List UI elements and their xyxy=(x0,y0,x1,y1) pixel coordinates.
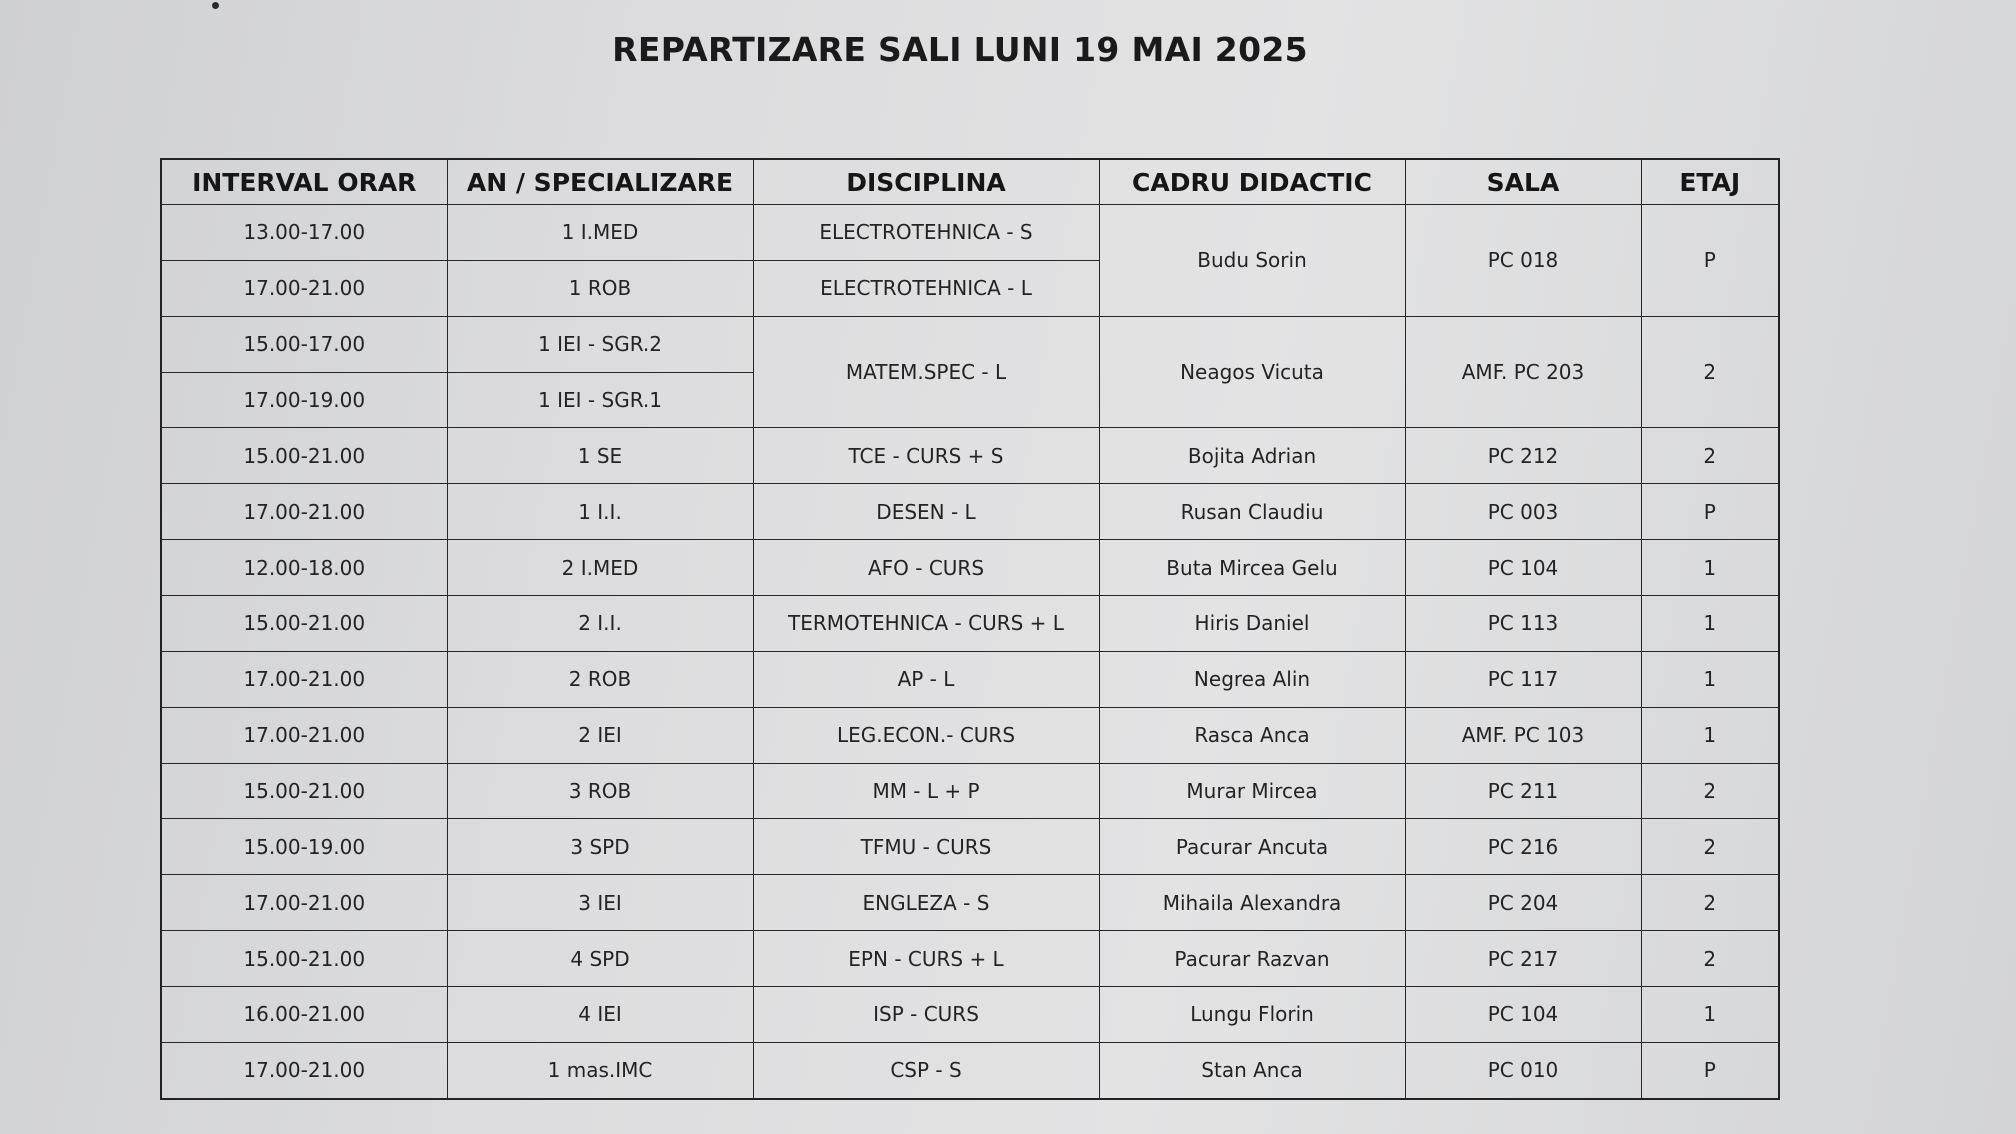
cell-specializare: 1 mas.IMC xyxy=(447,1042,753,1099)
cell-specializare: 1 I.I. xyxy=(447,484,753,540)
cell-interval: 15.00-21.00 xyxy=(161,763,447,819)
table-row xyxy=(161,316,1779,372)
cell-cadru-didactic: Stan Anca xyxy=(1099,1042,1405,1099)
cell-cadru-didactic: Buta Mircea Gelu xyxy=(1099,540,1405,596)
table-row xyxy=(161,875,1779,931)
cell-sala: PC 010 xyxy=(1405,1042,1641,1099)
cell-sala: PC 211 xyxy=(1405,763,1641,819)
table-row xyxy=(161,931,1779,987)
cell-disciplina: ELECTROTEHNICA - S xyxy=(753,205,1099,261)
cell-interval: 17.00-21.00 xyxy=(161,260,447,316)
cell-sala: PC 217 xyxy=(1405,931,1641,987)
header-an-specializare: AN / SPECIALIZARE xyxy=(447,159,753,205)
cell-specializare: 3 SPD xyxy=(447,819,753,875)
header-etaj: ETAJ xyxy=(1641,159,1779,205)
cell-disciplina: ELECTROTEHNICA - L xyxy=(753,260,1099,316)
cell-interval: 17.00-21.00 xyxy=(161,484,447,540)
cell-disciplina: DESEN - L xyxy=(753,484,1099,540)
table-row xyxy=(161,763,1779,819)
cell-etaj: 2 xyxy=(1641,763,1779,819)
cell-cadru-didactic: Neagos Vicuta xyxy=(1099,316,1405,428)
cell-etaj: 2 xyxy=(1641,931,1779,987)
cell-interval: 15.00-21.00 xyxy=(161,596,447,652)
cell-etaj: 2 xyxy=(1641,316,1779,428)
cell-specializare: 2 ROB xyxy=(447,651,753,707)
cell-cadru-didactic: Rasca Anca xyxy=(1099,707,1405,763)
cell-cadru-didactic: Hiris Daniel xyxy=(1099,596,1405,652)
cell-etaj: 1 xyxy=(1641,707,1779,763)
cell-sala: PC 104 xyxy=(1405,987,1641,1043)
cell-etaj: 2 xyxy=(1641,819,1779,875)
cell-specializare: 1 ROB xyxy=(447,260,753,316)
header-sala: SALA xyxy=(1405,159,1641,205)
cell-specializare: 3 ROB xyxy=(447,763,753,819)
table-row xyxy=(161,428,1779,484)
cell-sala: PC 216 xyxy=(1405,819,1641,875)
cell-cadru-didactic: Pacurar Razvan xyxy=(1099,931,1405,987)
cell-interval: 15.00-19.00 xyxy=(161,819,447,875)
cell-interval: 15.00-21.00 xyxy=(161,428,447,484)
cell-sala: AMF. PC 203 xyxy=(1405,316,1641,428)
cell-etaj: 2 xyxy=(1641,428,1779,484)
cell-etaj: P xyxy=(1641,1042,1779,1099)
cell-interval: 17.00-19.00 xyxy=(161,372,447,428)
header-interval-orar: INTERVAL ORAR xyxy=(161,159,447,205)
cell-sala: PC 003 xyxy=(1405,484,1641,540)
table-row xyxy=(161,205,1779,261)
cell-disciplina: LEG.ECON.- CURS xyxy=(753,707,1099,763)
cell-disciplina: ISP - CURS xyxy=(753,987,1099,1043)
cell-interval: 17.00-21.00 xyxy=(161,1042,447,1099)
cell-cadru-didactic: Bojita Adrian xyxy=(1099,428,1405,484)
table-row xyxy=(161,987,1779,1043)
cell-etaj: 1 xyxy=(1641,596,1779,652)
cell-interval: 13.00-17.00 xyxy=(161,205,447,261)
cell-interval: 16.00-21.00 xyxy=(161,987,447,1043)
cell-sala: PC 104 xyxy=(1405,540,1641,596)
cell-cadru-didactic: Murar Mircea xyxy=(1099,763,1405,819)
table-row xyxy=(161,819,1779,875)
cell-sala: PC 113 xyxy=(1405,596,1641,652)
cell-disciplina: TERMOTEHNICA - CURS + L xyxy=(753,596,1099,652)
cell-interval: 17.00-21.00 xyxy=(161,651,447,707)
cell-cadru-didactic: Rusan Claudiu xyxy=(1099,484,1405,540)
table-row xyxy=(161,484,1779,540)
cell-sala: PC 212 xyxy=(1405,428,1641,484)
cell-specializare: 4 SPD xyxy=(447,931,753,987)
cell-interval: 17.00-21.00 xyxy=(161,875,447,931)
cell-disciplina: AP - L xyxy=(753,651,1099,707)
cell-cadru-didactic: Lungu Florin xyxy=(1099,987,1405,1043)
cell-disciplina: CSP - S xyxy=(753,1042,1099,1099)
cell-specializare: 3 IEI xyxy=(447,875,753,931)
header-cadru-didactic: CADRU DIDACTIC xyxy=(1099,159,1405,205)
cell-specializare: 2 I.MED xyxy=(447,540,753,596)
cell-etaj: P xyxy=(1641,484,1779,540)
cell-etaj: P xyxy=(1641,205,1779,317)
table-row xyxy=(161,596,1779,652)
cell-cadru-didactic: Budu Sorin xyxy=(1099,205,1405,317)
page-title: REPARTIZARE SALI LUNI 19 MAI 2025 xyxy=(612,30,1308,69)
table-row xyxy=(161,651,1779,707)
cell-specializare: 1 IEI - SGR.1 xyxy=(447,372,753,428)
cell-interval: 17.00-21.00 xyxy=(161,707,447,763)
cell-disciplina: AFO - CURS xyxy=(753,540,1099,596)
cell-disciplina: MATEM.SPEC - L xyxy=(753,316,1099,428)
cell-interval: 12.00-18.00 xyxy=(161,540,447,596)
cell-etaj: 1 xyxy=(1641,540,1779,596)
cell-disciplina: TFMU - CURS xyxy=(753,819,1099,875)
schedule-table xyxy=(160,158,1780,1100)
cell-disciplina: EPN - CURS + L xyxy=(753,931,1099,987)
cell-specializare: 2 IEI xyxy=(447,707,753,763)
cell-sala: PC 018 xyxy=(1405,205,1641,317)
cell-specializare: 1 IEI - SGR.2 xyxy=(447,316,753,372)
cell-etaj: 2 xyxy=(1641,875,1779,931)
cell-specializare: 1 I.MED xyxy=(447,205,753,261)
cell-sala: AMF. PC 103 xyxy=(1405,707,1641,763)
cell-interval: 15.00-21.00 xyxy=(161,931,447,987)
table-row xyxy=(161,540,1779,596)
table-row xyxy=(161,707,1779,763)
cell-cadru-didactic: Mihaila Alexandra xyxy=(1099,875,1405,931)
cell-etaj: 1 xyxy=(1641,987,1779,1043)
ink-dot xyxy=(212,2,219,9)
cell-disciplina: MM - L + P xyxy=(753,763,1099,819)
cell-etaj: 1 xyxy=(1641,651,1779,707)
table-row xyxy=(161,1042,1779,1099)
cell-disciplina: ENGLEZA - S xyxy=(753,875,1099,931)
cell-specializare: 2 I.I. xyxy=(447,596,753,652)
cell-disciplina: TCE - CURS + S xyxy=(753,428,1099,484)
cell-specializare: 1 SE xyxy=(447,428,753,484)
cell-specializare: 4 IEI xyxy=(447,987,753,1043)
header-row xyxy=(161,159,1779,205)
header-disciplina: DISCIPLINA xyxy=(753,159,1099,205)
cell-cadru-didactic: Negrea Alin xyxy=(1099,651,1405,707)
cell-sala: PC 117 xyxy=(1405,651,1641,707)
cell-cadru-didactic: Pacurar Ancuta xyxy=(1099,819,1405,875)
cell-sala: PC 204 xyxy=(1405,875,1641,931)
cell-interval: 15.00-17.00 xyxy=(161,316,447,372)
